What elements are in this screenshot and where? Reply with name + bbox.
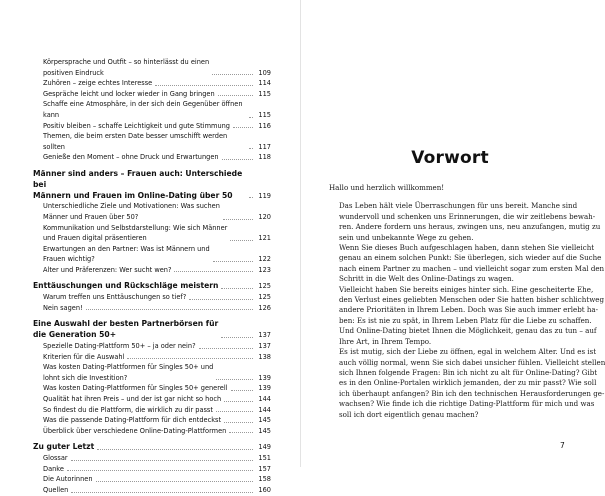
toc-page-number: 144 [258, 395, 271, 404]
toc-entry-line: Spezielle Dating-Plattform 50+ – ja oder nein? [43, 342, 196, 351]
toc-page-number: 144 [258, 405, 271, 414]
text-line: andere Prioritäten in Ihrem Leben. Doch was Sie auch immer erlebt ha- [339, 305, 599, 315]
toc-entry-line: Was kosten Dating-Plattformen für Singles 50+ und [43, 363, 214, 372]
toc-entry-line: Eine Auswahl der besten Partnerbörsen für [33, 319, 219, 329]
toc-entry-title [43, 292, 186, 303]
toc-leader-dots [249, 148, 253, 149]
toc-entry-line: Glossar [43, 454, 68, 463]
toc-entry-title [43, 362, 213, 383]
toc-section [33, 152, 271, 163]
toc-chapter [33, 319, 271, 341]
toc-section [33, 201, 271, 222]
toc-entry-line: Alter und Präferenzen: Wer sucht wen? [43, 265, 172, 274]
toc-leader-dots [71, 492, 253, 493]
toc-entry-line: Schaffe eine Atmosphäre, in der sich dein Gegenüber öffnen kann [43, 100, 243, 119]
text-line: sich Ihnen folgende Fragen: Bin ich nicht zu alt für Online-Dating? Gibt [339, 367, 598, 377]
toc-entry-title [43, 121, 230, 132]
toc-entry-line: lohnt sich die Investition? [43, 373, 128, 382]
toc-entry-line: Männer sind anders – Frauen auch: Unterschiede bei [33, 168, 243, 189]
toc-entry-line: Kriterien für die Auswahl [43, 352, 125, 361]
toc-page-number: 114 [258, 79, 271, 88]
toc-leader-dots [221, 337, 253, 338]
text-line: Schritt in die Welt des Online-Datings zu wagen. [339, 274, 514, 284]
toc-leader-dots [218, 95, 253, 96]
toc-leader-dots [221, 288, 253, 289]
toc-entry-title [43, 78, 152, 89]
toc-section [33, 57, 271, 78]
text-line: es in den Online-Portalen wirklich jemanden, der zu mir passt? Wie soll [339, 378, 597, 388]
toc-entry-line: Was die passende Dating-Plattform für dich entdeckst [43, 416, 222, 425]
toc-leader-dots [174, 271, 253, 272]
toc-entry-title [43, 244, 210, 265]
toc-leader-dots [127, 358, 253, 359]
toc-leader-dots [213, 261, 253, 262]
foreword-paragraph [329, 284, 605, 347]
toc-entry-title [43, 341, 196, 352]
text-line: Und Online-Dating bietet Ihnen die Möglichkeit, genau das zu tun – auf [339, 326, 597, 336]
toc-page-number: 151 [258, 454, 271, 463]
toc-entry-line: Überblick über verschiedene Online-Dating-Plattformen [43, 426, 227, 435]
toc-page-number: 121 [258, 234, 271, 243]
toc-entry-line: Gespräche leicht und locker wieder in Gang bringen [43, 89, 215, 98]
toc-leader-dots [223, 219, 253, 220]
toc-page-number: 117 [258, 142, 271, 151]
text-line: nach einem Partner zu machen – und vielleicht sogar zum ersten Mal den [339, 263, 605, 273]
toc-leader-dots [86, 309, 253, 310]
toc-leader-dots [155, 85, 253, 86]
toc-entry-line: Kommunikation und Selbstdarstellung: Wie sich Männer [43, 223, 228, 232]
toc-entry-title [43, 201, 220, 222]
toc-entry-line: Erwartungen an den Partner: Was ist Männern und [43, 244, 210, 253]
toc-leader-dots [222, 159, 253, 160]
toc-entry-title [43, 352, 124, 363]
toc-entry-title [43, 131, 246, 152]
toc-page-number: 145 [258, 426, 271, 435]
toc-section [33, 223, 271, 244]
toc-chapter [33, 442, 271, 453]
text-line: Vielleicht haben Sie bereits einiges hinter sich. Eine gescheiterte Ehe, [339, 284, 594, 294]
toc-leader-dots [67, 470, 253, 471]
text-line: Ihre Art, in Ihrem Tempo. [339, 336, 432, 346]
toc-section [33, 292, 271, 303]
toc-chapter [33, 281, 271, 292]
toc-entry-line: Themen, die beim ersten Date besser umschifft werden sollten [43, 132, 228, 151]
foreword-paragraph [329, 347, 605, 420]
toc-leader-dots [97, 449, 253, 450]
toc-entry-line: Die Autorinnen [43, 475, 93, 484]
toc-entry-line: Genieße den Moment – ohne Druck und Erwartungen [43, 153, 219, 162]
toc-page-number: 126 [258, 303, 271, 312]
toc-section [33, 426, 271, 437]
toc-entry-title [33, 442, 94, 453]
toc-page-number: 160 [258, 485, 271, 494]
toc-entry-title [43, 394, 221, 405]
chapter-title: Vorwort [411, 148, 489, 168]
toc-page-number: 109 [258, 68, 271, 77]
toc-page-number: 137 [258, 331, 271, 340]
toc-leader-dots [231, 390, 253, 391]
toc-leader-dots [71, 460, 253, 461]
text-line: auch völlig normal, wenn Sie sich dabei unsicher fühlen. Vielleicht stellen [339, 357, 605, 367]
toc-page-number: 149 [258, 443, 271, 452]
toc-section [33, 415, 271, 426]
toc-page-number: 137 [258, 342, 271, 351]
table-of-contents [33, 57, 271, 496]
toc-section [33, 78, 271, 89]
toc-section [33, 303, 271, 314]
toc-section [33, 474, 271, 485]
toc-page-number: 138 [258, 352, 271, 361]
toc-entry-title [43, 426, 226, 437]
toc-section [33, 244, 271, 265]
toc-leader-dots [224, 422, 253, 423]
toc-page-number: 139 [258, 373, 271, 382]
toc-entry-line: Warum treffen uns Enttäuschungen so tief? [43, 293, 187, 302]
toc-section [33, 352, 271, 363]
toc-entry-title [33, 169, 246, 201]
toc-entry-line: Frauen wichtig? [43, 255, 95, 264]
toc-page-number: 145 [258, 416, 271, 425]
toc-entry-title [43, 99, 246, 120]
toc-entry-line: Nein sagen! [43, 303, 83, 312]
toc-entry-line: Quellen [43, 485, 69, 494]
toc-entry-line: Qualität hat ihren Preis – und der ist gar nicht so hoch [43, 395, 222, 404]
toc-chapter [33, 169, 271, 201]
toc-entry-title [43, 303, 83, 314]
text-line: Das Leben hält viele Überraschungen für uns bereit. Manche sind [339, 201, 578, 211]
toc-entry-title [43, 405, 213, 416]
toc-section [33, 341, 271, 352]
page-gutter [300, 0, 301, 467]
toc-entry-line: Was kosten Dating-Plattformen für Singles 50+ generell [43, 384, 228, 393]
toc-leader-dots [233, 127, 253, 128]
toc-entry-line: Körpersprache und Outfit – so hinterlässt du einen [43, 58, 210, 66]
toc-entry-line: Enttäuschungen und Rückschläge meistern [33, 281, 219, 291]
toc-entry-line: Danke [43, 464, 64, 473]
foreword-paragraph [329, 201, 601, 243]
toc-entry-title [43, 57, 209, 78]
toc-page-number: 158 [258, 475, 271, 484]
toc-leader-dots [199, 348, 253, 349]
toc-entry-title [43, 265, 171, 276]
toc-entry-title [43, 464, 64, 475]
toc-entry-line: Zuhören – zeige echtes Interesse [43, 79, 153, 88]
toc-entry-line: Männern und Frauen im Online-Dating über 50 [33, 190, 233, 200]
toc-entry-line: und Frauen digital präsentieren [43, 234, 147, 243]
toc-page-number: 119 [258, 191, 271, 200]
foreword-paragraph [329, 183, 574, 193]
toc-entry-line: positiven Eindruck [43, 68, 104, 77]
foreword-body [329, 183, 605, 420]
toc-page-number: 125 [258, 293, 271, 302]
toc-page-number: 122 [258, 255, 271, 264]
toc-page-number: 120 [258, 212, 271, 221]
toc-page-number: 116 [258, 121, 271, 130]
text-line: den Verlust eines geliebten Menschen oder Sie hatten bisher schlichtweg [339, 295, 605, 305]
text-line: ben: Es ist nie zu spät, in Ihrem Leben Platz für die Liebe zu schaffen. [339, 315, 592, 325]
toc-leader-dots [230, 240, 253, 241]
toc-section [33, 362, 271, 383]
toc-entry-title [43, 152, 219, 163]
toc-entry-line: So findest du die Plattform, die wirklich zu dir passt [43, 405, 213, 414]
toc-entry-line: Männer und Frauen über 50? [43, 212, 139, 221]
toc-entry-line: die Generation 50+ [33, 330, 117, 340]
text-line: ren. Andere fordern uns heraus, zwingen uns, neu anzufangen, mutig zu [339, 222, 601, 232]
toc-entry-title [43, 223, 227, 244]
toc-entry-line: Zu guter Letzt [33, 442, 95, 452]
toc-entry-title [43, 474, 93, 485]
toc-page-number: 115 [258, 89, 271, 98]
toc-section [33, 383, 271, 394]
toc-leader-dots [249, 117, 253, 118]
toc-section [33, 485, 271, 496]
toc-entry-title [43, 485, 68, 496]
toc-section [33, 394, 271, 405]
text-line: Wenn Sie dieses Buch aufgeschlagen haben, dann stehen Sie vielleicht [339, 243, 595, 253]
toc-leader-dots [96, 481, 253, 482]
toc-entry-line: Unterschiedliche Ziele und Motivationen: Was suchen [43, 202, 220, 211]
toc-leader-dots [229, 432, 253, 433]
toc-page-number: 139 [258, 384, 271, 393]
toc-section [33, 121, 271, 132]
toc-leader-dots [212, 74, 253, 75]
text-line: soll ich dort eigentlich genau machen? [339, 409, 479, 419]
toc-leader-dots [224, 401, 253, 402]
foreword-paragraph [329, 243, 605, 285]
text-line: wundervoll und schenken uns Erinnerungen, die wir zeitlebens bewah- [339, 211, 596, 221]
toc-leader-dots [249, 197, 253, 198]
toc-section [33, 464, 271, 475]
toc-page-number: 125 [258, 282, 271, 291]
toc-page-number: 115 [258, 110, 271, 119]
toc-section [33, 89, 271, 100]
page-number: 7 [560, 441, 565, 450]
toc-leader-dots [216, 411, 253, 412]
toc-page-number: 123 [258, 265, 271, 274]
text-line: Es ist mutig, sich der Liebe zu öffnen, egal in welchem Alter. Und es ist [339, 347, 597, 357]
toc-section [33, 265, 271, 276]
toc-entry-title [43, 453, 68, 464]
text-line: Hallo und herzlich willkommen! [329, 183, 445, 192]
text-line: ich überhaupt anfangen? Bin ich den technischen Herausforderungen ge- [339, 388, 605, 398]
toc-entry-title [33, 281, 218, 292]
text-line: genau an einem solchen Punkt: Sie überlegen, sich wieder auf die Suche [339, 253, 602, 263]
toc-entry-title [43, 415, 221, 426]
toc-page-number: 118 [258, 153, 271, 162]
toc-entry-title [43, 89, 215, 100]
toc-entry-title [33, 319, 218, 341]
toc-entry-line: Positiv bleiben – schaffe Leichtigkeit und gute Stimmung [43, 121, 230, 130]
text-line: wachsen? Wie finde ich die richtige Dating-Plattform für mich und was [339, 399, 595, 409]
toc-leader-dots [216, 379, 253, 380]
toc-section [33, 99, 271, 120]
text-line: sein und unbekannte Wege zu gehen. [339, 232, 474, 242]
toc-page-number: 157 [258, 464, 271, 473]
toc-leader-dots [189, 299, 253, 300]
toc-section [33, 405, 271, 416]
toc-section [33, 453, 271, 464]
toc-entry-title [43, 383, 228, 394]
toc-section [33, 131, 271, 152]
